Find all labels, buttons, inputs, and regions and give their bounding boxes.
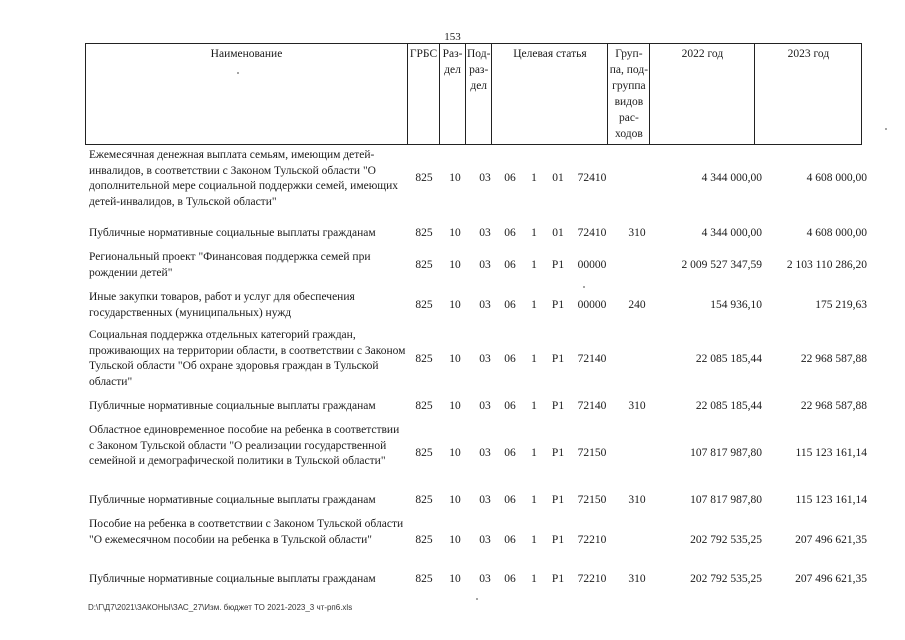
header-name: Наименование [86,44,408,145]
row-name: Публичные нормативные социальные выплаты гражданам [89,573,376,585]
row-amount-2023: 22 968 587,88 [800,400,867,412]
row-cs-direction: 72210 [577,534,607,546]
row-amount-2022: 107 817 987,80 [690,447,762,459]
row-amount-2023: 207 496 621,35 [795,573,867,585]
scan-speck [237,72,239,74]
row-cs-event: P1 [551,447,565,459]
scan-speck [885,128,887,130]
row-podrazdel: 03 [479,299,491,311]
row-cs-event: 01 [552,227,564,239]
row-cs-program: 06 [504,447,516,459]
row-cs-subprogram: 1 [531,227,537,239]
row-cs-event: P1 [551,534,565,546]
header-target-article: Целевая статья [492,44,608,145]
row-expense-group: 240 [628,299,646,311]
row-cs-event: P1 [551,259,565,271]
file-path-footer: D:\Г\Д7\2021\ЗАКОНЫ\ЗАС_27\Изм. бюджет ТО 2021-2023_3 чт-рп6.xls [88,603,353,612]
row-cs-direction: 72410 [577,172,607,184]
row-razdel: 10 [449,494,461,506]
row-name: Региональный проект "Финансовая поддержка семей при рождении детей" [89,251,371,279]
row-podrazdel: 03 [479,400,491,412]
row-amount-2023: 175 219,63 [815,299,867,311]
row-amount-2022: 22 085 185,44 [695,353,762,365]
row-name: Публичные нормативные социальные выплаты гражданам [89,400,376,412]
row-cs-direction: 72140 [577,353,607,365]
row-expense-group: 310 [628,400,646,412]
row-amount-2023: 4 608 000,00 [806,227,867,239]
row-podrazdel: 03 [479,573,491,585]
row-cs-subprogram: 1 [531,534,537,546]
row-name: Пособие на ребенка в соответствии с Законом Тульской области "О ежемесячном пособии на ребенка в Тульской области" [89,518,404,546]
row-grbs: 825 [415,534,433,546]
row-cs-program: 06 [504,400,516,412]
row-razdel: 10 [449,172,461,184]
row-cs-subprogram: 1 [531,259,537,271]
row-cs-program: 06 [504,534,516,546]
header-grbs: ГРБС [408,44,440,145]
row-cs-direction: 72210 [577,573,607,585]
header-expense-group: Груп-па, под-группа видов рас-ходов [608,44,650,145]
row-amount-2022: 154 936,10 [710,299,762,311]
row-amount-2022: 22 085 185,44 [695,400,762,412]
row-cs-event: P1 [551,299,565,311]
row-cs-event: P1 [551,494,565,506]
row-razdel: 10 [449,400,461,412]
header-podrazdel: Под-раз-дел [466,44,492,145]
row-cs-program: 06 [504,299,516,311]
row-cs-subprogram: 1 [531,447,537,459]
row-cs-subprogram: 1 [531,172,537,184]
row-amount-2023: 207 496 621,35 [795,534,867,546]
row-cs-event: P1 [551,353,565,365]
row-cs-program: 06 [504,227,516,239]
row-amount-2022: 202 792 535,25 [690,534,762,546]
row-name: Ежемесячная денежная выплата семьям, имеющим детей-инвалидов, в соответствии с Законом Тульской области "О дополнительной мере социальной поддержки семей, имеющих детей-инвалидов, в Тульской области" [89,149,399,208]
header-2023: 2023 год [755,44,862,145]
header-razdel: Раз-дел [440,44,466,145]
row-expense-group: 310 [628,227,646,239]
row-name: Публичные нормативные социальные выплаты гражданам [89,227,376,239]
row-cs-direction: 72140 [577,400,607,412]
row-amount-2023: 4 608 000,00 [806,172,867,184]
scan-speck [583,286,585,288]
row-grbs: 825 [415,573,433,585]
row-cs-direction: 00000 [577,259,607,271]
row-cs-program: 06 [504,494,516,506]
row-razdel: 10 [449,227,461,239]
row-amount-2022: 4 344 000,00 [701,172,762,184]
row-podrazdel: 03 [479,353,491,365]
row-amount-2023: 115 123 161,14 [795,494,867,506]
row-amount-2022: 202 792 535,25 [690,573,762,585]
row-amount-2023: 22 968 587,88 [800,353,867,365]
row-amount-2023: 2 103 110 286,20 [786,259,867,271]
row-podrazdel: 03 [479,227,491,239]
header-2022: 2022 год [650,44,755,145]
row-podrazdel: 03 [479,172,491,184]
row-cs-subprogram: 1 [531,353,537,365]
row-razdel: 10 [449,259,461,271]
row-podrazdel: 03 [479,494,491,506]
page-number: 153 [444,31,461,43]
row-razdel: 10 [449,353,461,365]
row-expense-group: 310 [628,494,646,506]
row-cs-program: 06 [504,353,516,365]
row-cs-subprogram: 1 [531,400,537,412]
row-amount-2023: 115 123 161,14 [795,447,867,459]
row-cs-direction: 72150 [577,494,607,506]
row-cs-subprogram: 1 [531,494,537,506]
row-cs-subprogram: 1 [531,573,537,585]
row-grbs: 825 [415,299,433,311]
row-podrazdel: 03 [479,534,491,546]
row-amount-2022: 107 817 987,80 [690,494,762,506]
row-cs-program: 06 [504,259,516,271]
row-expense-group: 310 [628,573,646,585]
row-cs-subprogram: 1 [531,299,537,311]
row-cs-direction: 00000 [577,299,607,311]
row-cs-program: 06 [504,573,516,585]
row-grbs: 825 [415,259,433,271]
row-cs-direction: 72150 [577,447,607,459]
row-grbs: 825 [415,447,433,459]
row-name: Социальная поддержка отдельных категорий граждан, проживающих на территории области, в соответствии с Законом Тульской области "Об охране здоровья граждан в Тульской области" [89,329,406,388]
row-amount-2022: 4 344 000,00 [701,227,762,239]
table-header [85,43,862,145]
row-amount-2022: 2 009 527 347,59 [681,259,762,271]
scan-speck [476,598,478,600]
row-podrazdel: 03 [479,447,491,459]
row-grbs: 825 [415,494,433,506]
row-cs-event: P1 [551,573,565,585]
row-razdel: 10 [449,573,461,585]
row-cs-direction: 72410 [577,227,607,239]
row-grbs: 825 [415,400,433,412]
row-razdel: 10 [449,299,461,311]
row-cs-event: 01 [552,172,564,184]
row-grbs: 825 [415,353,433,365]
row-podrazdel: 03 [479,259,491,271]
row-cs-event: P1 [551,400,565,412]
row-grbs: 825 [415,172,433,184]
row-name: Областное единовременное пособие на ребенка в соответствии с Законом Тульской области "О реализации государственной семейной и демографической политики в Тульской области" [89,424,400,467]
row-razdel: 10 [449,447,461,459]
row-razdel: 10 [449,534,461,546]
row-grbs: 825 [415,227,433,239]
row-name: Публичные нормативные социальные выплаты гражданам [89,494,376,506]
row-name: Иные закупки товаров, работ и услуг для обеспечения государственных (муниципальных) нужд [89,291,355,319]
row-cs-program: 06 [504,172,516,184]
